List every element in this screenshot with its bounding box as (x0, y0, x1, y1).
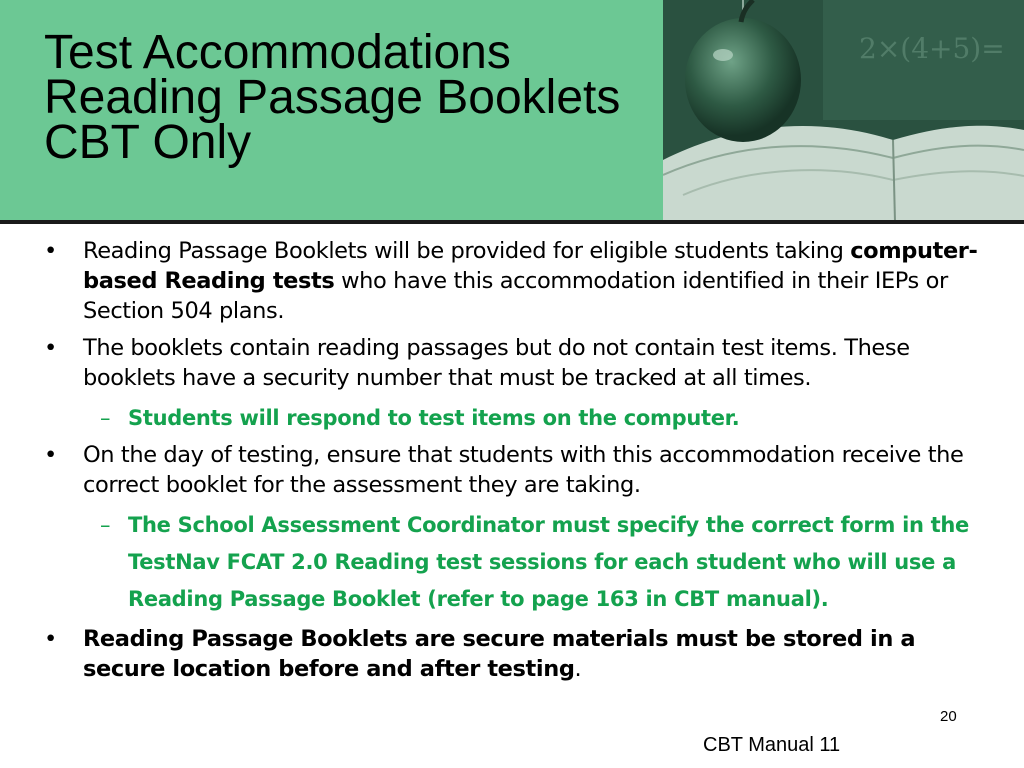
sub-bullet-2-text: Students will respond to test items on the computer. (128, 406, 740, 430)
sub-bullet-dash: – (100, 406, 111, 430)
bullet-3-text: On the day of testing, ensure that students with this accommodation receive the correct booklet for the assessment they are taking. (83, 442, 964, 498)
bullet-4-period: . (574, 656, 582, 682)
chalkboard-text: 2×(4+5)= (859, 32, 1005, 65)
header-divider (0, 220, 1024, 224)
bullet-1-bold: computer-based Reading tests (83, 238, 978, 294)
slide-title (44, 26, 621, 169)
title-line-1: Test Accommodations (44, 26, 511, 79)
bullet-1-text-start: Reading Passage Booklets will be provided for eligible students taking (83, 238, 851, 264)
sub-bullet-3-text: The School Assessment Coordinator must specify the correct form in the TestNav FCAT 2.0 Reading test sessions for each student who will use a Reading Passage Booklet (refer to page 163 in CBT manual). (128, 513, 969, 611)
apple-book-illustration (663, 0, 1024, 222)
header-band (0, 0, 1024, 222)
slide-number: 20 (940, 708, 957, 725)
bullet-dot: • (44, 626, 57, 652)
title-line-3: CBT Only (44, 116, 252, 169)
apple-book-photo (663, 0, 1024, 222)
bullet-dot: • (44, 442, 57, 468)
bullet-4-bold: Reading Passage Booklets are secure materials must be stored in a secure location before and after testing (83, 626, 916, 682)
bullet-1-text-end: who have this accommodation identified in their IEPs or Section 504 plans. (83, 268, 948, 324)
sub-bullet-3 (44, 507, 994, 618)
bullet-2-text: The booklets contain reading passages but do not contain test items. These booklets have a security number that must be tracked at all times. (83, 335, 910, 391)
bullet-dot: • (44, 335, 57, 361)
bullet-3 (44, 440, 994, 500)
title-line-2: Reading Passage Booklets (44, 71, 621, 124)
sub-bullet-2 (44, 400, 994, 437)
bullet-dot: • (44, 238, 57, 264)
slide-content (44, 236, 994, 691)
bullet-1 (44, 236, 994, 326)
footer-text: CBT Manual 11 (703, 734, 841, 756)
sub-bullet-dash: – (100, 513, 111, 537)
bullet-2 (44, 333, 994, 393)
bullet-4 (44, 624, 994, 684)
